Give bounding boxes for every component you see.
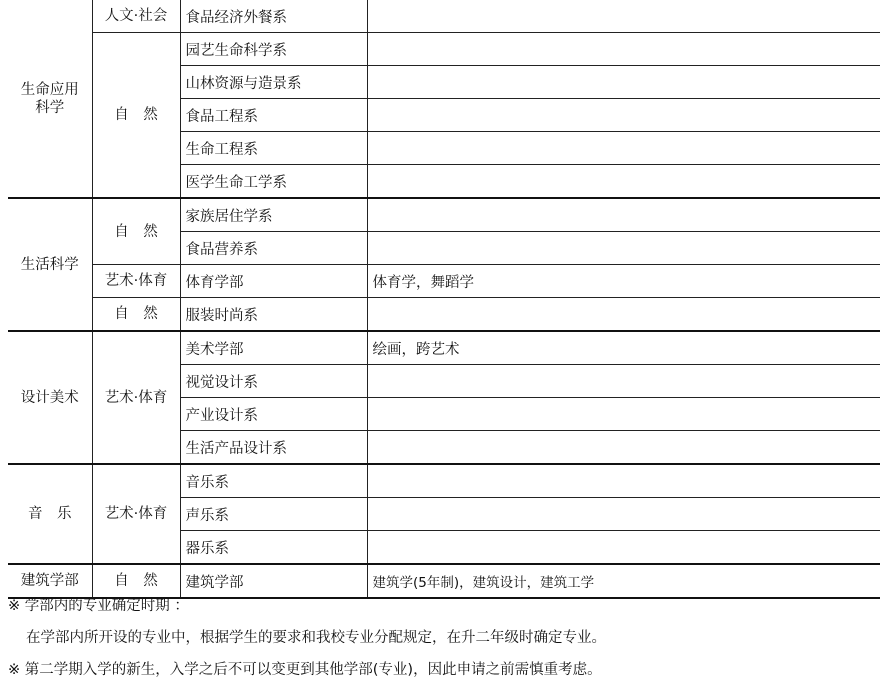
- category-cell: 人文·社会: [92, 0, 180, 33]
- department-cell: 食品经济外餐系: [180, 0, 367, 33]
- department-cell: 食品营养系: [180, 232, 367, 265]
- department-cell: 生活产品设计系: [180, 431, 367, 465]
- department-cell: 体育学部: [180, 265, 367, 298]
- majors-cell: [367, 431, 880, 465]
- note-second-semester: ※ 第二学期入学的新生，入学之后不可以变更到其他学部(专业)，因此申请之前需慎重考虑。: [8, 662, 602, 678]
- department-cell: 山林资源与造景系: [180, 66, 367, 99]
- majors-cell: [367, 99, 880, 132]
- department-table: [8, 0, 880, 599]
- table-row: [8, 33, 880, 66]
- category-cell: 艺术·体育: [92, 265, 180, 298]
- majors-cell: 体育学，舞蹈学: [367, 265, 880, 298]
- note-major-timing-title: ※ 学部内的专业确定时期 ：: [8, 598, 189, 614]
- category-cell: 艺术·体育: [92, 464, 180, 564]
- college-cell: 生活科学: [8, 198, 92, 331]
- majors-cell: [367, 531, 880, 565]
- department-table-container: [8, 0, 880, 599]
- department-cell: 服装时尚系: [180, 298, 367, 332]
- table-row: [8, 0, 880, 33]
- department-cell: 食品工程系: [180, 99, 367, 132]
- majors-cell: [367, 464, 880, 498]
- department-cell: 视觉设计系: [180, 365, 367, 398]
- college-cell: 设计美术: [8, 331, 92, 464]
- majors-cell: [367, 298, 880, 332]
- table-row: [8, 564, 880, 598]
- table-row: [8, 464, 880, 498]
- department-cell: 建筑学部: [180, 564, 367, 598]
- table-row: [8, 298, 880, 332]
- table-row: [8, 198, 880, 232]
- majors-cell: [367, 132, 880, 165]
- majors-cell: 建筑学(5年制)，建筑设计，建筑工学: [367, 564, 880, 598]
- majors-cell: [367, 498, 880, 531]
- table-row: [8, 265, 880, 298]
- category-cell: 自 然: [92, 298, 180, 332]
- department-cell: 器乐系: [180, 531, 367, 565]
- department-cell: 家族居住学系: [180, 198, 367, 232]
- majors-cell: [367, 398, 880, 431]
- majors-cell: 绘画，跨艺术: [367, 331, 880, 365]
- college-cell: 建筑学部: [8, 564, 92, 598]
- category-cell: 艺术·体育: [92, 331, 180, 464]
- majors-cell: [367, 365, 880, 398]
- majors-cell: [367, 198, 880, 232]
- department-cell: 声乐系: [180, 498, 367, 531]
- department-cell: 产业设计系: [180, 398, 367, 431]
- majors-cell: [367, 0, 880, 33]
- category-cell: 自 然: [92, 564, 180, 598]
- college-cell: 音 乐: [8, 464, 92, 564]
- college-cell: 生命应用 科学: [8, 0, 92, 198]
- department-cell: 园艺生命科学系: [180, 33, 367, 66]
- category-cell: 自 然: [92, 33, 180, 199]
- department-cell: 生命工程系: [180, 132, 367, 165]
- department-cell: 医学生命工学系: [180, 165, 367, 199]
- majors-cell: [367, 66, 880, 99]
- note-major-timing-body: 在学部内所开设的专业中，根据学生的要求和我校专业分配规定，在升二年级时确定专业。: [26, 630, 606, 646]
- department-cell: 美术学部: [180, 331, 367, 365]
- majors-cell: [367, 33, 880, 66]
- majors-cell: [367, 165, 880, 199]
- table-row: [8, 331, 880, 365]
- category-cell: 自 然: [92, 198, 180, 265]
- majors-cell: [367, 232, 880, 265]
- department-cell: 音乐系: [180, 464, 367, 498]
